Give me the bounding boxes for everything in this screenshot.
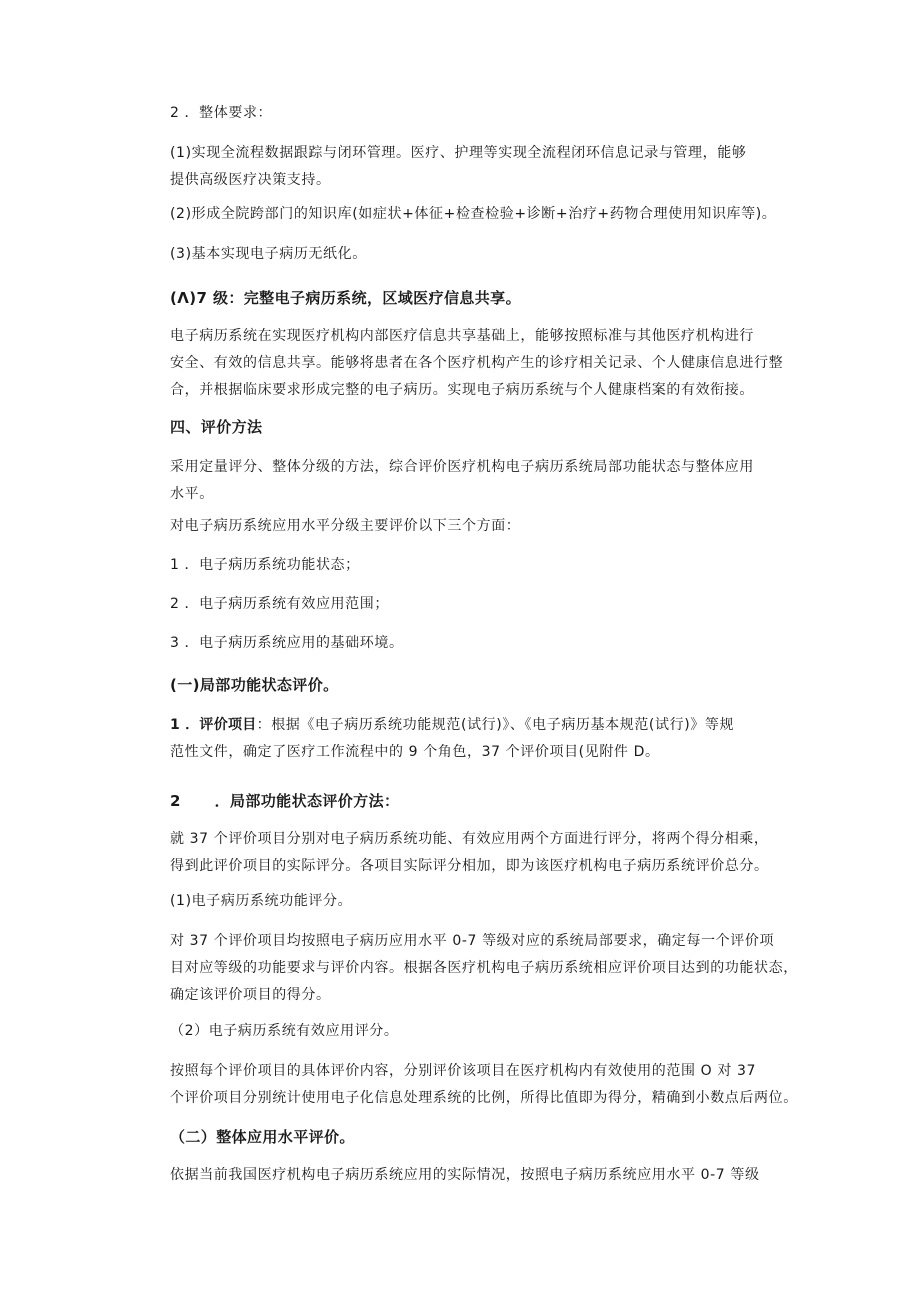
text-line: (1)实现全流程数据跟踪与闭环管理。医疗、护理等实现全流程闭环信息记录与管理，能够	[170, 145, 747, 161]
item-2-number: 2	[170, 792, 181, 810]
text-line: 就 37 个评价项目分别对电子病历系统功能、有效应用两个方面进行评分，将两个得分相乘，	[170, 831, 769, 847]
text-line: 水平。	[170, 486, 214, 502]
text-line: 对 37 个评价项目均按照电子病历应用水平 0-7 等级对应的系统局部要求，确定每一个评价项	[170, 933, 775, 949]
function-score-paragraph	[170, 928, 798, 1009]
text-line: 安全、有效的信息共享。能够将患者在各个医疗机构产生的诊疗相关记录、个人健康信息进行整	[170, 355, 784, 371]
effective-use-heading: （2）电子病历系统有效应用评分。	[170, 1023, 399, 1039]
text-line: 提供高级医疗决策支持。	[170, 172, 331, 188]
text-line	[170, 712, 792, 739]
item-1-text: ：根据《电子病历系统功能规范(试行)》、《电子病历基本规范(试行)》等规	[256, 717, 735, 733]
evaluation-method-heading: 四、评价方法	[170, 418, 263, 436]
local-function-heading: (一)局部功能状态评价。	[170, 676, 339, 694]
overall-level-heading: （二）整体应用水平评价。	[170, 1128, 355, 1146]
item-1-label: ．评价项目	[185, 717, 257, 733]
aspect-2: 2 ．电子病历系统有效应用范围；	[170, 596, 389, 612]
text-line: 确定该评价项目的得分。	[170, 987, 331, 1003]
level-7-heading: (Λ)7 级：完整电子病历系统，区域医疗信息共享。	[170, 289, 521, 307]
scoring-paragraph	[170, 826, 792, 880]
level-7-description	[170, 323, 792, 404]
effective-use-paragraph	[170, 1058, 798, 1112]
aspect-3: 3 ．电子病历系统应用的基础环境。	[170, 635, 404, 651]
text-line: 按照每个评价项目的具体评价内容，分别评价该项目在医疗机构内有效使用的范围 O 对 37	[170, 1063, 756, 1079]
requirement-3: (3)基本实现电子病历无纸化。	[170, 246, 367, 262]
three-aspects-intro: 对电子病历系统应用水平分级主要评价以下三个方面：	[170, 518, 521, 534]
text-line: 目对应等级的功能要求与评价内容。根据各医疗机构电子病历系统相应评价项目达到的功能状态，	[170, 960, 798, 976]
evaluation-items-paragraph	[170, 712, 792, 766]
section-2-heading: 2 ．整体要求：	[170, 105, 273, 121]
overall-level-paragraph: 依据当前我国医疗机构电子病历系统应用的实际情况，按照电子病历系统应用水平 0-7 等级	[170, 1167, 760, 1183]
text-line: 得到此评价项目的实际评分。各项目实际评分相加，即为该医疗机构电子病历系统评价总分。	[170, 858, 769, 874]
method-intro	[170, 454, 792, 508]
text-line: 个评价项目分别统计使用电子化信息处理系统的比例，所得比值即为得分，精确到小数点后两位。	[170, 1090, 798, 1106]
requirement-1	[170, 140, 792, 194]
local-method-heading	[170, 788, 792, 815]
item-1-number: 1	[170, 717, 181, 733]
text-line: 采用定量评分、整体分级的方法，综合评价医疗机构电子病历系统局部功能状态与整体应用	[170, 459, 754, 475]
aspect-1: 1 ．电子病历系统功能状态；	[170, 557, 360, 573]
text-line: 范性文件，确定了医疗工作流程中的 9 个角色，37 个评价项目(见附件 D。	[170, 744, 660, 760]
text-line: 合，并根据临床要求形成完整的电子病历。实现电子病历系统与个人健康档案的有效衔接。	[170, 382, 754, 398]
item-2-label: ．局部功能状态评价方法：	[214, 792, 400, 810]
function-score-heading: (1)电子病历系统功能评分。	[170, 893, 353, 909]
requirement-2: (2)形成全院跨部门的知识库(如症状+体征+检查检验+诊断+治疗+药物合理使用知识库等)。	[170, 206, 777, 222]
text-line: 电子病历系统在实现医疗机构内部医疗信息共享基础上，能够按照标准与其他医疗机构进行	[170, 328, 754, 344]
